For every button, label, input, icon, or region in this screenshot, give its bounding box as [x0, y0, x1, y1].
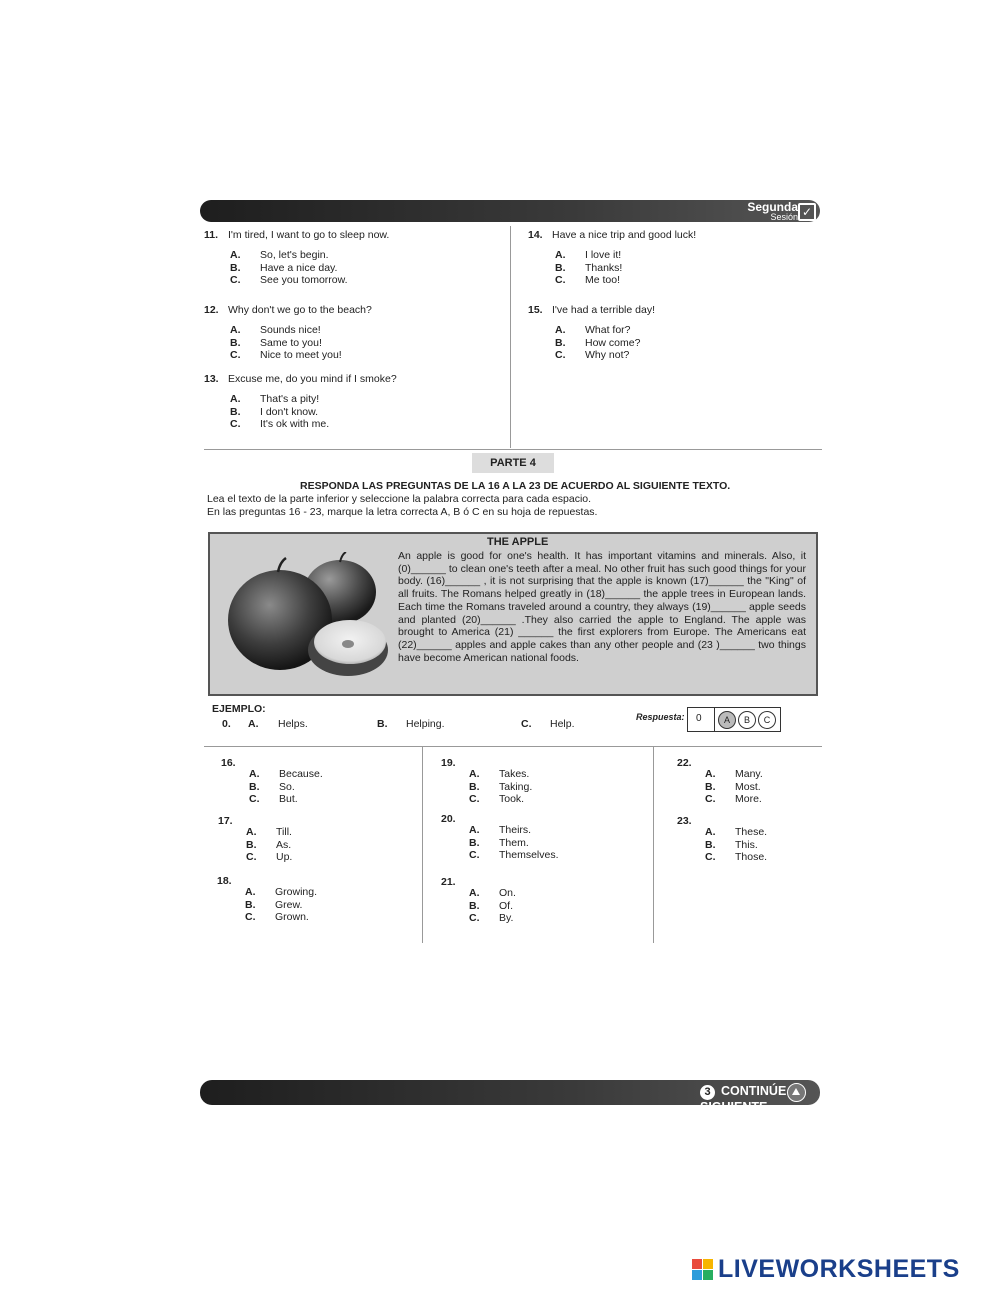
option-text: As.: [276, 838, 292, 851]
option-letter: B.: [249, 780, 260, 793]
item-number-21: 21.: [441, 876, 456, 888]
session-line1: Segunda: [747, 200, 798, 214]
item-number-19: 19.: [441, 757, 456, 769]
example-c-text: Help.: [550, 718, 575, 730]
option-letter: A.: [705, 826, 716, 838]
question-number: 12.: [204, 304, 219, 316]
option-text: Takes.: [499, 768, 530, 780]
option-text: It's ok with me.: [260, 418, 330, 430]
example-b-letter: B.: [377, 718, 388, 730]
question-number: 11.: [204, 229, 219, 241]
option-letter: B.: [705, 838, 716, 851]
option-text: Thanks!: [585, 261, 623, 274]
option-text: So.: [279, 780, 295, 793]
page-number: 3: [700, 1085, 715, 1100]
option-c[interactable]: [705, 851, 767, 864]
option-letter: A.: [469, 824, 480, 836]
option-a[interactable]: [469, 887, 516, 900]
option-text: See you tomorrow.: [260, 274, 348, 286]
option-text: Grew.: [275, 898, 303, 911]
option-letter: A.: [230, 324, 241, 336]
option-c[interactable]: [230, 274, 348, 287]
option-c[interactable]: [469, 849, 559, 862]
column-divider: [510, 226, 511, 448]
item-number-20: 20.: [441, 813, 456, 825]
option-b[interactable]: [469, 837, 559, 850]
item-options-21: [469, 887, 516, 925]
option-letter: B.: [555, 261, 566, 274]
example-b-text: Helping.: [406, 718, 445, 730]
option-letter: A.: [705, 768, 716, 780]
option-letter: C.: [249, 793, 260, 805]
option-letter: C.: [245, 911, 256, 923]
option-text: Grown.: [275, 911, 309, 923]
question-number: 15.: [528, 304, 543, 316]
option-text: By.: [499, 912, 514, 924]
option-letter: B.: [230, 336, 241, 349]
option-c[interactable]: [469, 793, 532, 806]
option-text: Have a nice day.: [260, 261, 338, 274]
session-label: [747, 200, 798, 222]
option-text: Those.: [735, 851, 768, 863]
option-text: Why not?: [585, 349, 630, 361]
option-c[interactable]: [469, 912, 516, 925]
answer-separator: [714, 708, 715, 731]
option-letter: C.: [555, 274, 566, 286]
option-c[interactable]: [230, 418, 329, 431]
option-b[interactable]: [705, 781, 763, 794]
option-letter: B.: [469, 899, 480, 912]
option-c[interactable]: [230, 349, 342, 362]
option-text: Me too!: [585, 274, 621, 286]
option-b[interactable]: [249, 781, 323, 794]
answer-label: Respuesta:: [636, 712, 685, 722]
reading-title: THE APPLE: [487, 536, 549, 548]
option-letter: B.: [245, 898, 256, 911]
brand-name: LIVEWORKSHEETS: [718, 1255, 960, 1283]
item-options-23: [705, 826, 767, 864]
option-letter: A.: [246, 826, 257, 838]
question-text: I'm tired, I want to go to sleep now.: [228, 229, 390, 241]
option-a[interactable]: [230, 324, 342, 337]
instructions-line1: Lea el texto de la parte inferior y seleccione la palabra correcta para cada espacio.: [207, 493, 592, 505]
option-a[interactable]: [705, 768, 763, 781]
option-c[interactable]: [555, 349, 640, 362]
option-text: Growing.: [275, 886, 318, 898]
option-letter: A.: [469, 887, 480, 899]
option-letter: B.: [705, 780, 716, 793]
option-b[interactable]: [555, 337, 640, 350]
option-letter: C.: [469, 849, 480, 861]
option-letter: C.: [555, 349, 566, 361]
question-15: [528, 304, 655, 317]
reading-text: An apple is good for one's health. It has important vitamins and minerals. Also, it (0)______ to clean one's teeth after a meal. No other fruit has such good things for your body. (16)______ , it is not surprising that the apple is known (17)______ the "King" of all fruits. The Romans helped greatly in (18)______ the apple trees in European lands. Each time the Romans traveled around a country, they always (19)______ apple seeds and planted (20)______ .They also carried the apple to England. The apple was brought to America (21) ______ the first explorers from Europe. The Americans eat (22)______ apples and apple cakes than any other people and (23 )______ two things have become American national foods.: [398, 550, 806, 664]
liveworksheets-logo-icon: [692, 1259, 714, 1281]
option-letter: C.: [705, 793, 716, 805]
option-a[interactable]: [469, 824, 559, 837]
item-number-17: 17.: [218, 815, 233, 827]
option-letter: B.: [555, 336, 566, 349]
option-a[interactable]: [555, 324, 640, 337]
option-letter: B.: [469, 780, 480, 793]
question-text: I've had a terrible day!: [552, 304, 655, 316]
example-a-letter: A.: [248, 718, 259, 730]
items-col-divider-1: [422, 747, 423, 943]
option-b[interactable]: [705, 839, 767, 852]
option-letter: B.: [230, 261, 241, 274]
question-11: [204, 229, 389, 242]
option-letter: A.: [245, 886, 256, 898]
items-divider: [204, 746, 822, 747]
option-text: Took.: [499, 793, 525, 805]
item-number-18: 18.: [217, 875, 232, 887]
option-b[interactable]: [245, 899, 317, 912]
option-text: What for?: [585, 324, 631, 336]
session-line2: Sesión: [770, 212, 798, 222]
arrow-up-icon[interactable]: [787, 1083, 806, 1102]
option-a[interactable]: [469, 768, 532, 781]
option-b[interactable]: [469, 781, 532, 794]
item-options-17: [246, 826, 292, 864]
option-text: Till.: [276, 826, 292, 838]
continue-label: CONTINÚE SIGUIENTE PLIEGUE (arriba): [700, 1084, 802, 1128]
option-text: That's a pity!: [260, 393, 320, 405]
options-12: [230, 324, 342, 362]
option-text: I don't know.: [260, 405, 319, 418]
item-number-16: 16.: [221, 757, 236, 769]
option-c[interactable]: [555, 274, 622, 287]
option-text: But.: [279, 793, 298, 805]
option-c[interactable]: [245, 911, 317, 924]
option-letter: C.: [230, 349, 241, 361]
option-text: I love it!: [585, 249, 622, 261]
option-text: Theirs.: [499, 824, 532, 836]
option-a[interactable]: [230, 249, 348, 262]
option-letter: C.: [246, 851, 257, 863]
section-divider: [204, 449, 822, 450]
option-letter: B.: [230, 405, 241, 418]
option-b[interactable]: [230, 262, 348, 275]
option-a[interactable]: [249, 768, 323, 781]
part-label: PARTE 4: [472, 453, 554, 473]
example-a-text: Helps.: [278, 718, 308, 730]
items-col-divider-2: [653, 747, 654, 943]
option-letter: A.: [230, 393, 241, 405]
option-letter: A.: [555, 324, 566, 336]
option-text: Themselves.: [499, 849, 559, 861]
option-text: Taking.: [499, 780, 533, 793]
option-text: Most.: [735, 780, 761, 793]
footer-bar: [200, 1080, 820, 1128]
option-text: More.: [735, 793, 762, 805]
option-text: So, let's begin.: [260, 249, 329, 261]
option-letter: B.: [469, 836, 480, 849]
option-text: These.: [735, 826, 768, 838]
item-options-19: [469, 768, 532, 806]
answer-box: [687, 707, 781, 732]
instructions-title: RESPONDA LAS PREGUNTAS DE LA 16 A LA 23 DE ACUERDO AL SIGUIENTE TEXTO.: [300, 480, 731, 492]
option-b[interactable]: [555, 262, 622, 275]
question-number: 13.: [204, 373, 219, 385]
option-letter: A.: [469, 768, 480, 780]
checkbox-icon: ✓: [798, 203, 816, 221]
option-letter: C.: [230, 418, 241, 430]
example-c-letter: C.: [521, 718, 532, 730]
question-text: Have a nice trip and good luck!: [552, 229, 697, 241]
option-text: This.: [735, 838, 758, 851]
question-12: [204, 304, 372, 317]
option-letter: A.: [230, 249, 241, 261]
option-a[interactable]: [705, 826, 767, 839]
item-number-23: 23.: [677, 815, 692, 827]
question-text: Excuse me, do you mind if I smoke?: [228, 373, 397, 385]
question-14: [528, 229, 696, 242]
option-a[interactable]: [245, 886, 317, 899]
answer-number: 0: [696, 713, 702, 724]
header-bar: [200, 200, 820, 222]
options-11: [230, 249, 348, 287]
option-text: Nice to meet you!: [260, 349, 342, 361]
apple-image: [222, 552, 392, 682]
option-letter: C.: [469, 793, 480, 805]
option-b[interactable]: [469, 900, 516, 913]
option-text: Same to you!: [260, 336, 322, 349]
option-text: Them.: [499, 836, 529, 849]
option-b[interactable]: [230, 406, 329, 419]
options-13: [230, 393, 329, 431]
answer-bubble-c[interactable]: C: [758, 711, 776, 729]
instructions-line2: En las preguntas 16 - 23, marque la letra correcta A, B ó C en su hoja de repuestas.: [207, 506, 598, 518]
option-letter: A.: [555, 249, 566, 261]
options-14: [555, 249, 622, 287]
option-b[interactable]: [246, 839, 292, 852]
item-number-22: 22.: [677, 757, 692, 769]
option-c[interactable]: [249, 793, 323, 806]
item-options-22: [705, 768, 763, 806]
options-15: [555, 324, 640, 362]
option-b[interactable]: [230, 337, 342, 350]
question-text: Why don't we go to the beach?: [228, 304, 372, 316]
option-a[interactable]: [555, 249, 622, 262]
option-text: Sounds nice!: [260, 324, 321, 336]
option-text: Many.: [735, 768, 763, 780]
question-13: [204, 373, 397, 386]
item-options-20: [469, 824, 559, 862]
item-options-16: [249, 768, 323, 806]
item-options-18: [245, 886, 317, 924]
option-letter: C.: [705, 851, 716, 863]
option-letter: C.: [230, 274, 241, 286]
option-text: On.: [499, 887, 516, 899]
option-letter: C.: [469, 912, 480, 924]
option-letter: A.: [249, 768, 260, 780]
answer-bubble-b[interactable]: B: [738, 711, 756, 729]
option-a[interactable]: [246, 826, 292, 839]
option-c[interactable]: [705, 793, 763, 806]
option-text: Up.: [276, 851, 293, 863]
answer-bubble-a[interactable]: A: [718, 711, 736, 729]
question-number: 14.: [528, 229, 543, 241]
option-c[interactable]: [246, 851, 292, 864]
example-label: EJEMPLO:: [212, 703, 266, 715]
option-text: Because.: [279, 768, 323, 780]
option-text: How come?: [585, 336, 641, 349]
option-letter: B.: [246, 838, 257, 851]
option-text: Of.: [499, 899, 514, 912]
option-a[interactable]: [230, 393, 329, 406]
example-number: 0.: [222, 718, 231, 730]
